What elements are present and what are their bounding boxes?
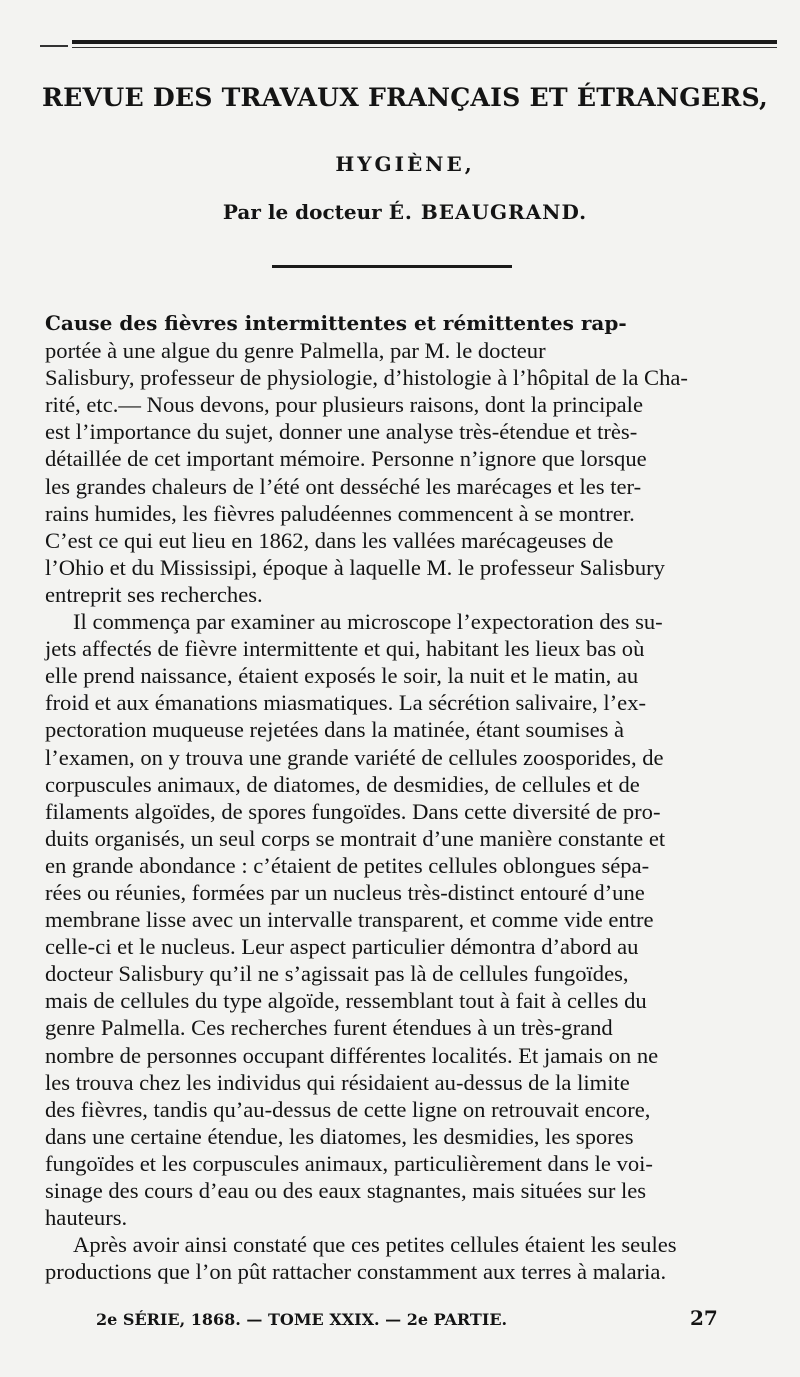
top-rule-tick: [40, 45, 68, 47]
article-line: rité, etc.— Nous devons, pour plusieurs raisons, dont la principale: [45, 392, 643, 418]
page-number: 27: [690, 1306, 718, 1330]
article-line: les trouva chez les individus qui résidaient au-dessus de la limite: [45, 1069, 630, 1095]
article-line: fungoïdes et les corpuscules animaux, particulièrement dans le voi-: [45, 1150, 653, 1176]
article-line: productions que l’on pût rattacher constamment aux terres à malaria.: [45, 1259, 667, 1285]
article-line: Cause des fièvres intermittentes et rémittentes rap-: [45, 311, 627, 335]
article-line: membrane lisse avec un intervalle transparent, et comme vide entre: [45, 907, 654, 933]
article-line: genre Palmella. Ces recherches furent étendues à un très-grand: [45, 1015, 613, 1041]
top-rule-thin: [72, 47, 777, 48]
article-line: hauteurs.: [45, 1205, 128, 1231]
article-line: duits organisés, un seul corps se montrait d’une manière constante et: [45, 825, 666, 851]
article-line: est l’importance du sujet, donner une analyse très-étendue et très-: [45, 419, 638, 445]
article-line: celle-ci et le nucleus. Leur aspect particulier démontra d’abord au: [45, 934, 639, 960]
article-line: froid et aux émanations miasmatiques. La sécrétion salivaire, l’ex-: [45, 690, 647, 716]
article-line: portée à une algue du genre Palmella, par M. le docteur: [45, 338, 546, 364]
article-line: l’Ohio et du Mississipi, époque à laquelle M. le professeur Salisbury: [45, 554, 665, 580]
article-line: jets affectés de fièvre intermittente et qui, habitant les lieux bas où: [45, 636, 645, 662]
article-line: mais de cellules du type algoïde, ressemblant tout à fait à celles du: [45, 988, 647, 1014]
article-body: [45, 310, 755, 1285]
byline-author: É. BEAUGRAND.: [388, 200, 588, 224]
article-line: corpuscules animaux, de diatomes, de desmidies, de cellules et de: [45, 771, 640, 797]
article-line: les grandes chaleurs de l’été ont desséché les marécages et les ter-: [45, 473, 642, 499]
article-line: pectoration muqueuse rejetées dans la matinée, étant soumises à: [45, 717, 625, 743]
article-line: rains humides, les fièvres paludéennes commencent à se montrer.: [45, 500, 635, 526]
article-line: filaments algoïdes, de spores fungoïdes. Dans cette diversité de pro-: [45, 798, 661, 824]
article-line: en grande abondance : c’étaient de petites cellules oblongues sépa-: [45, 852, 650, 878]
article-line: détaillée de cet important mémoire. Personne n’ignore que lorsque: [45, 446, 647, 472]
top-rule-thick: [72, 40, 777, 44]
article-line: nombre de personnes occupant différentes localités. Et jamais on ne: [45, 1042, 659, 1068]
article-line: dans une certaine étendue, les diatomes, les desmidies, les spores: [45, 1123, 634, 1149]
article-line: C’est ce qui eut lieu en 1862, dans les vallées marécageuses de: [45, 527, 614, 553]
article-line: elle prend naissance, étaient exposés le soir, la nuit et le matin, au: [45, 663, 639, 689]
article-line: sinage des cours d’eau ou des eaux stagnantes, mais situées sur les: [45, 1178, 647, 1203]
article-line: Après avoir ainsi constaté que ces petites cellules étaient les seules: [73, 1232, 677, 1258]
running-title: REVUE DES TRAVAUX FRANÇAIS ET ÉTRANGERS,: [42, 82, 768, 112]
byline: [40, 200, 770, 224]
footer-series-line: 2e SÉRIE, 1868. — TOME XXIX. — 2e PARTIE.: [96, 1310, 508, 1329]
article-line: l’examen, on y trouva une grande variété de cellules zoosporides, de: [45, 744, 664, 770]
article-line: docteur Salisbury qu’il ne s’agissait pas là de cellules fungoïdes,: [45, 961, 629, 987]
article-line: Salisbury, professeur de physiologie, d’histologie à l’hôpital de la Cha-: [45, 365, 688, 391]
article-line: Il commença par examiner au microscope l’expectoration des su-: [73, 609, 663, 635]
separator-rule: [272, 265, 512, 268]
article-line: rées ou réunies, formées par un nucleus très-distinct entouré d’une: [45, 879, 645, 905]
article-line: entreprit ses recherches.: [45, 581, 263, 607]
section-heading: HYGIÈNE,: [335, 152, 475, 176]
article-line: des fièvres, tandis qu’au-dessus de cette ligne on retrouvait encore,: [45, 1096, 651, 1122]
byline-prefix: Par le docteur: [222, 200, 389, 224]
